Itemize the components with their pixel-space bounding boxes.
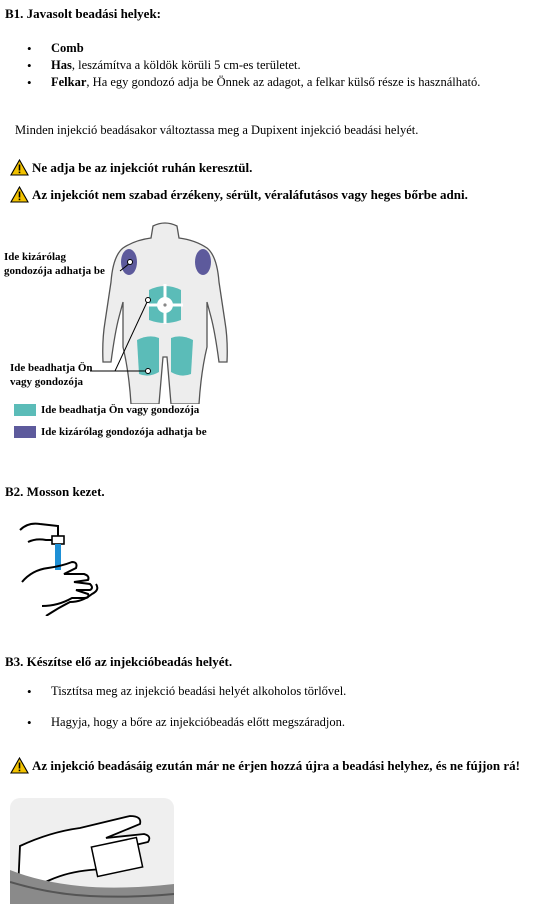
caregiver-only-label: Ide kizárólag gondozója adhatja be: [4, 251, 105, 277]
warning-text: Az injekció beadásáig ezután már ne érjen hozzá újra a beadási helyhez, és ne fújjon rá!: [32, 757, 520, 773]
section-b2-title: B2. Mosson kezet.: [5, 484, 105, 499]
warning-text: Az injekciót nem szabad érzékeny, sérült, véraláfutásos vagy heges bőrbe adni.: [32, 186, 468, 202]
list-item: • Has, leszámítva a köldök körüli 5 cm-es területet.: [51, 57, 480, 74]
diagram-legend: [14, 404, 207, 438]
rotate-site-note: Minden injekció beadásakor változtassa meg a Dupixent injekció beadási helyét.: [15, 123, 419, 137]
list-item: • Tisztítsa meg az injekció beadási helyét alkoholos törlővel.: [51, 684, 346, 699]
prep-steps-list: [51, 684, 346, 730]
warning-do-not-touch: [10, 757, 520, 774]
warning-icon: [10, 757, 29, 774]
list-item: • Comb: [51, 40, 480, 57]
legend-swatch: [14, 426, 36, 438]
alcohol-wipe-illustration: [10, 798, 174, 904]
warning-text: Ne adja be az injekciót ruhán keresztül.: [32, 159, 253, 175]
list-item: • Hagyja, hogy a bőre az injekcióbeadás előtt megszáradjon.: [51, 715, 346, 730]
section-b1-title: B1. Javasolt beadási helyek:: [5, 6, 162, 21]
hand-washing-illustration: [18, 518, 104, 616]
self-or-caregiver-label: Ide beadhatja Ön vagy gondozója: [10, 362, 93, 388]
legend-entry-self: Ide beadhatja Ön vagy gondozója: [14, 404, 207, 416]
diagram-leader-lines: [0, 0, 559, 440]
legend-swatch: [14, 404, 36, 416]
section-b3-title: B3. Készítse elő az injekcióbeadás helyét.: [5, 654, 233, 669]
legend-entry-caregiver: Ide kizárólag gondozója adhatja be: [14, 426, 207, 438]
list-item: • Felkar, Ha egy gondozó adja be Önnek az adagot, a felkar külső része is használható.: [51, 74, 480, 91]
